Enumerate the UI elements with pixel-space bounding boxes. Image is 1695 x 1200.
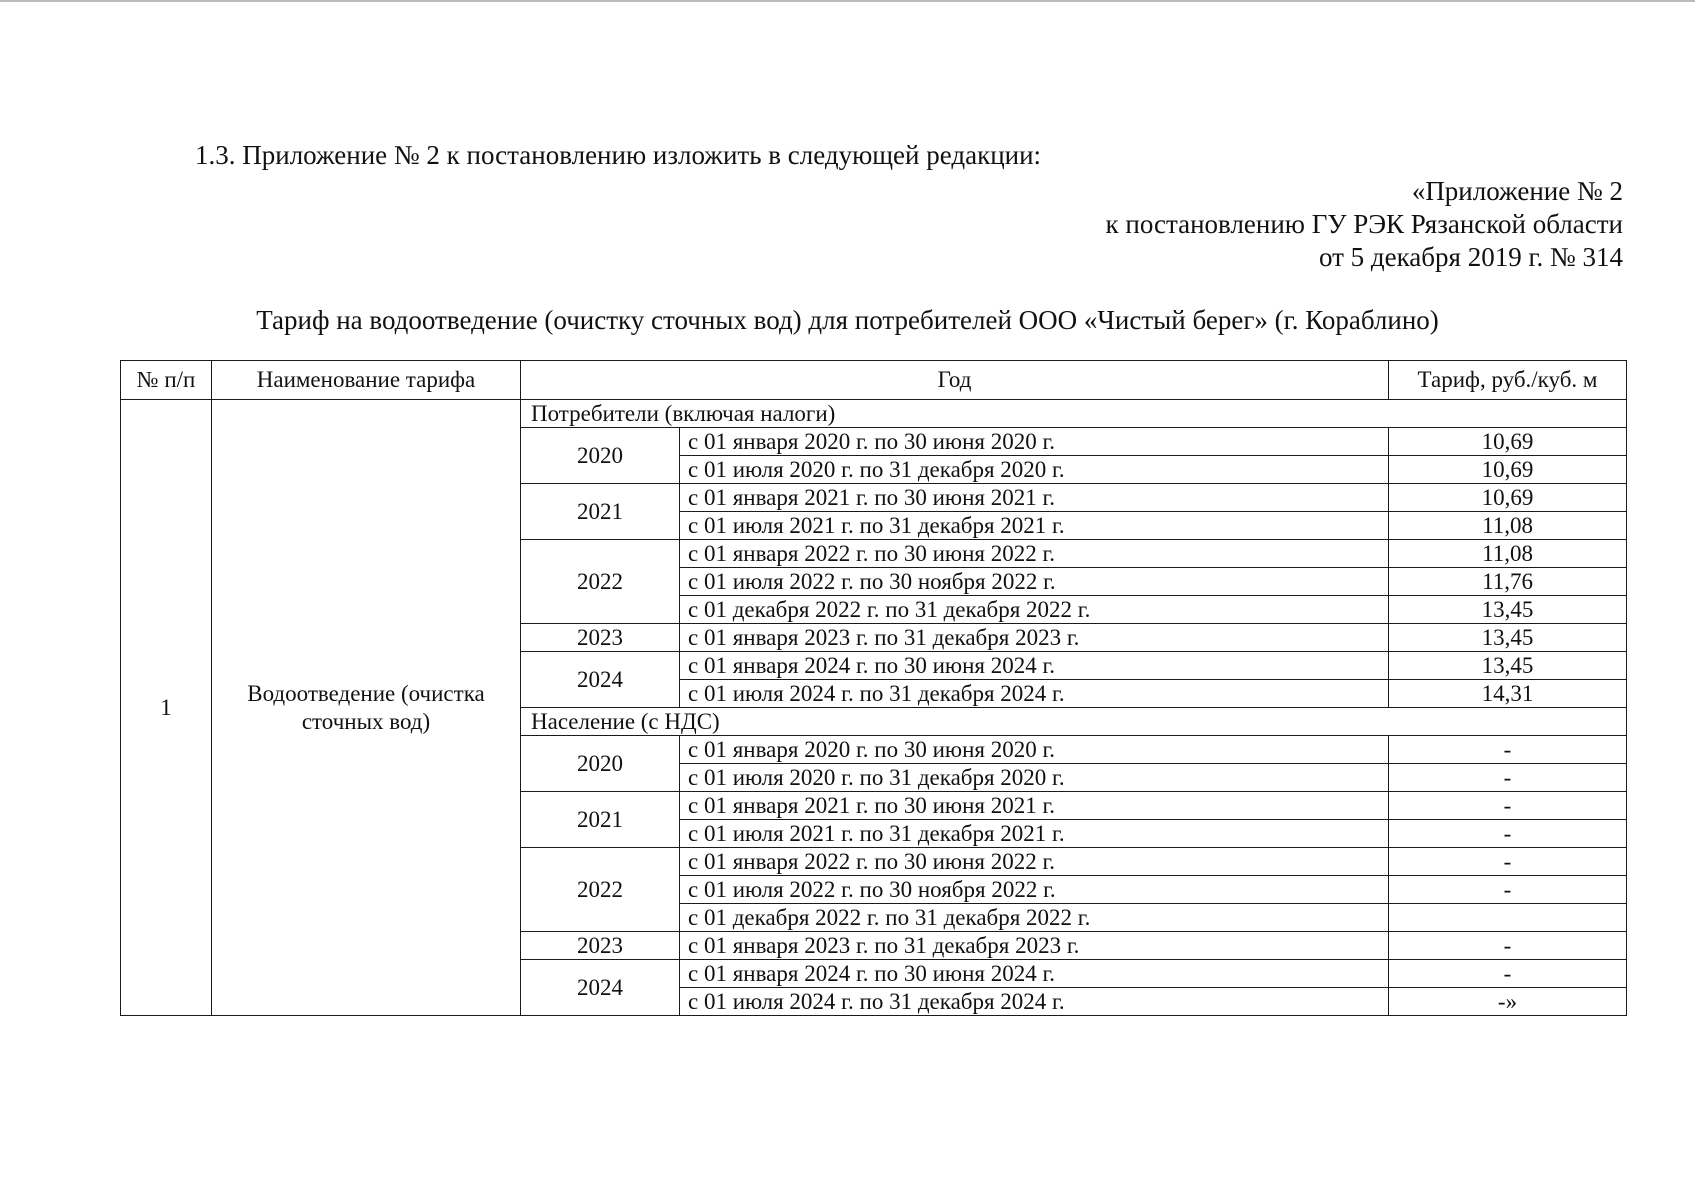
tariff-cell: 13,45: [1389, 652, 1627, 680]
period-cell: с 01 июля 2022 г. по 30 ноября 2022 г.: [680, 568, 1389, 596]
year-cell: 2024: [521, 960, 680, 1016]
period-cell: с 01 января 2023 г. по 31 декабря 2023 г.: [680, 624, 1389, 652]
header-year: Год: [521, 361, 1389, 400]
group-row: [121, 400, 1627, 428]
period-cell: с 01 января 2022 г. по 30 июня 2022 г.: [680, 540, 1389, 568]
header-tariff: Тариф, руб./куб. м: [1389, 361, 1627, 400]
header-name: Наименование тарифа: [212, 361, 521, 400]
year-cell: 2020: [521, 428, 680, 484]
tariff-name: Водоотведение (очистка сточных вод): [212, 400, 521, 1016]
tariff-cell: -: [1389, 764, 1627, 792]
tariff-cell: -: [1389, 792, 1627, 820]
period-cell: с 01 января 2020 г. по 30 июня 2020 г.: [680, 736, 1389, 764]
tariff-cell: -: [1389, 820, 1627, 848]
group-title: Население (с НДС): [521, 708, 1627, 736]
tariff-cell: 11,08: [1389, 540, 1627, 568]
appendix-line-1: «Приложение № 2: [1411, 176, 1623, 206]
group-title: Потребители (включая налоги): [521, 400, 1627, 428]
period-cell: с 01 июля 2021 г. по 31 декабря 2021 г.: [680, 820, 1389, 848]
period-cell: с 01 января 2024 г. по 30 июня 2024 г.: [680, 652, 1389, 680]
period-cell: с 01 января 2021 г. по 30 июня 2021 г.: [680, 792, 1389, 820]
table-header-row: [121, 361, 1627, 400]
year-cell: 2022: [521, 540, 680, 624]
year-cell: 2023: [521, 932, 680, 960]
period-cell: с 01 июля 2021 г. по 31 декабря 2021 г.: [680, 512, 1389, 540]
table-body: [121, 400, 1627, 1016]
row-number: 1: [121, 400, 212, 1016]
period-cell: с 01 января 2020 г. по 30 июня 2020 г.: [680, 428, 1389, 456]
year-cell: 2023: [521, 624, 680, 652]
tariff-cell: -: [1389, 960, 1627, 988]
appendix-reference: [1106, 175, 1623, 274]
period-cell: с 01 июля 2020 г. по 31 декабря 2020 г.: [680, 456, 1389, 484]
document-title: Тариф на водоотведение (очистку сточных вод) для потребителей ООО «Чистый берег» (г. Кораблино): [256, 305, 1439, 335]
tariff-cell: -: [1389, 736, 1627, 764]
tariff-cell: 10,69: [1389, 484, 1627, 512]
tariff-cell: 13,45: [1389, 624, 1627, 652]
period-cell: с 01 января 2023 г. по 31 декабря 2023 г.: [680, 932, 1389, 960]
tariff-cell: 11,76: [1389, 568, 1627, 596]
period-cell: с 01 декабря 2022 г. по 31 декабря 2022 г.: [680, 596, 1389, 624]
top-edge-rule: [0, 0, 1695, 2]
period-cell: с 01 июля 2020 г. по 31 декабря 2020 г.: [680, 764, 1389, 792]
period-cell: с 01 июля 2022 г. по 30 ноября 2022 г.: [680, 876, 1389, 904]
tariff-cell: 10,69: [1389, 456, 1627, 484]
tariff-cell: [1389, 904, 1627, 932]
tariff-cell: -: [1389, 848, 1627, 876]
year-cell: 2022: [521, 848, 680, 932]
period-cell: с 01 января 2022 г. по 30 июня 2022 г.: [680, 848, 1389, 876]
period-cell: с 01 июля 2024 г. по 31 декабря 2024 г.: [680, 988, 1389, 1016]
period-cell: с 01 июля 2024 г. по 31 декабря 2024 г.: [680, 680, 1389, 708]
intro-paragraph: 1.3. Приложение № 2 к постановлению изложить в следующей редакции:: [195, 140, 1042, 170]
year-cell: 2021: [521, 484, 680, 540]
year-cell: 2020: [521, 736, 680, 792]
tariff-cell: -: [1389, 932, 1627, 960]
appendix-line-3: от 5 декабря 2019 г. № 314: [1318, 242, 1623, 272]
period-cell: с 01 января 2021 г. по 30 июня 2021 г.: [680, 484, 1389, 512]
tariff-cell: -»: [1389, 988, 1627, 1016]
tariff-cell: 13,45: [1389, 596, 1627, 624]
period-cell: с 01 января 2024 г. по 30 июня 2024 г.: [680, 960, 1389, 988]
appendix-line-2: к постановлению ГУ РЭК Рязанской области: [1105, 209, 1623, 239]
period-cell: с 01 декабря 2022 г. по 31 декабря 2022 г.: [680, 904, 1389, 932]
tariff-cell: 10,69: [1389, 428, 1627, 456]
tariff-cell: 14,31: [1389, 680, 1627, 708]
header-num: № п/п: [121, 361, 212, 400]
year-cell: 2021: [521, 792, 680, 848]
tariff-table: [120, 360, 1627, 1016]
year-cell: 2024: [521, 652, 680, 708]
tariff-cell: 11,08: [1389, 512, 1627, 540]
tariff-cell: -: [1389, 876, 1627, 904]
